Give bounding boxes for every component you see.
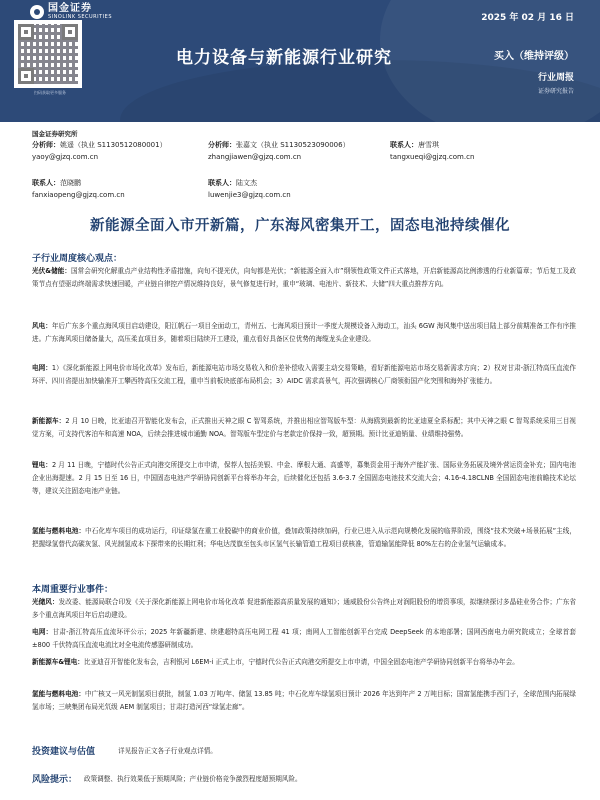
- paragraph-text: 发改委、能源局联合印发《关于深化新能源上网电价市场化改革 促进新能源高质量发展的通知》；通威股份公告终止对润阳股份的增资事项，拟继续探讨多晶硅业务合作；广东省多个重点海风项目年后启动建设。: [32, 598, 577, 619]
- paragraph-lead: 氢能与燃料电池：: [32, 527, 86, 535]
- analyst-email[interactable]: zhangjiawen@gjzq.com.cn: [208, 153, 302, 161]
- analyst-card: [208, 139, 350, 163]
- section-title-investment: 投资建议与估值: [32, 747, 96, 757]
- section-title-core-views: 子行业周度核心观点：: [32, 254, 123, 264]
- paragraph-text: 中广核又一风光制氢项目获批，制氢 1.03 万吨/年、储氢 13.85 吨；中石化库车绿氢项目预计 2026 年达到年产 2 万吨目标；国富氢能携手西门子，全球范围内拓展绿氢市场；三峡集团布局光氘级 AEM 制氢项目；甘肃打造河西“绿氢走廊”。: [32, 690, 576, 711]
- analyst-card: [390, 139, 474, 163]
- analyst-email[interactable]: yaoy@gjzq.com.cn: [32, 153, 99, 161]
- analyst-role: 联系人：: [390, 141, 418, 149]
- risk-text: 政策调整、执行效果低于预期风险；产业链价格竞争激烈程度超预期风险。: [84, 775, 302, 783]
- core-paragraph-hydrogen: [32, 525, 576, 551]
- paragraph-lead: 光储风：: [32, 598, 59, 606]
- event-paragraph-grid: [32, 626, 576, 652]
- report-header: [0, 0, 600, 122]
- paragraph-text: 2 月 11 日晚，宁德时代公告正式向港交所提交上市申请，保荐人包括美银、中金、摩根大通、高盛等，募集资金用于海外产能扩张、国际业务拓展及境外营运资金补充；国内电池企业出海提速。2 月 15 日至 16 日，中国固态电池产学研协同创新平台将举办年会，后续催化还包括 3.6-3.7 全国固态电池技术交流大会；4.16-4.18CLNB 全国固态电池前瞻技术论坛等，建议关注固态电池产业链。: [32, 461, 576, 495]
- paragraph-lead: 电网：: [32, 628, 53, 636]
- analyst-name: 范晓鹏: [60, 179, 81, 187]
- paragraph-text: 年后广东多个重点海风项目启动建设，阳江帆石一项目全面动工，青州五、七海风项目预计一季度大规模设备入海动工，汕头 6GW 海风集中送出项目陆上部分前期准备工作有序推进。广东海风项目储备量大，高压柔直项目多，随着项目陆续开工建设，重点看好具备区位优势的海缆龙头企业建设。: [32, 322, 577, 343]
- research-institute: 国金证券研究所: [32, 130, 78, 138]
- analyst-email[interactable]: fanxiaopeng@gjzq.com.cn: [32, 191, 125, 199]
- event-paragraph-ev-battery: [32, 656, 576, 669]
- core-paragraph-pv-storage: [32, 265, 576, 291]
- analyst-role: 联系人：: [208, 179, 236, 187]
- paragraph-lead: 锂电：: [32, 461, 52, 469]
- section-title-events: 本周重要行业事件：: [32, 585, 114, 595]
- qr-code: [14, 20, 82, 88]
- analyst-role: 联系人：: [32, 179, 60, 187]
- paragraph-text: 甘肃-浙江特高压直流环评公示；2025 年新疆新建、续建超特高压电网工程 41 项；南网人工智能创新平台完成 DeepSeek 的本地部署；国网西南电力研究院成立；全球首套±800 千伏特高压直流电流比对全电流传感器研制成功。: [32, 628, 577, 649]
- logo-icon: [30, 5, 44, 19]
- logo-name-cn: 国金证券: [48, 3, 92, 14]
- section-title-risk: 风险提示：: [32, 775, 78, 785]
- report-date: 2025 年 02 月 16 日: [481, 13, 574, 23]
- paragraph-text: 国常会研究化解重点产业结构性矛盾措施，向旬不提光伏，向旬都是光伏；“新能源全面入市”纲领性政策文件正式落地，开启新能源高比例渗透的行业新篇章；节后复工及政策节点有望驱动终端需求快速回暖，产业链自律控产情况维持良好，景气修复进行时，重申“玻璃、电池片、新技术、大储”四大重点推荐方向。: [32, 267, 576, 288]
- report-subtype: 证券研究报告: [537, 88, 574, 95]
- logo-name-en: SINOLINK SECURITIES: [48, 14, 112, 20]
- core-paragraph-ev: [32, 415, 576, 441]
- paragraph-text: 1）《深化新能源上网电价市场化改革》发布后，新能源电站市场交易收入和价差补偿收入需要主动交易策略，看好新能源电站市场交易新需求方向；2）权对甘肃-浙江特高压直流作环评、四川省提出加快输准开工攀西特高压交流工程，重申当前板块底部布局机会；3）AIDC 需求高景气，再次强调核心厂商领衔国产化突围和海外扩张能力。: [32, 364, 577, 385]
- analyst-role: 分析师：: [208, 141, 236, 149]
- paragraph-text: 中石化库车项目的成功运行，印证绿氢在重工业脱碳中的商业价值，叠加政策持续加码，行业已进入从示范向规模化发展的临界阶段，围绕“技术突破+场景拓展”主线，把握绿氢替代高碳灰氢、风光制氢成本下探带来的长期红利；华电达茂旗至包头市区氢气长输管道工程项目获核准，管道输氢能降低 80%左右的企业氢气运输成本。: [32, 527, 576, 548]
- paragraph-lead: 电网：: [32, 364, 52, 372]
- analyst-card: [32, 177, 125, 201]
- analyst-name: 姚遥（执业 S1130512080001）: [60, 141, 167, 149]
- paragraph-lead: 新能源车：: [32, 417, 66, 425]
- paragraph-lead: 氢能与燃料电池：: [32, 690, 85, 698]
- analyst-email[interactable]: luwenjie3@gjzq.com.cn: [208, 191, 291, 199]
- analyst-role: 分析师：: [32, 141, 60, 149]
- paragraph-lead: 新能源车&锂电：: [32, 658, 84, 666]
- report-type: 行业周报: [537, 73, 574, 83]
- core-paragraph-grid: [32, 362, 576, 388]
- event-paragraph-hydrogen: [32, 688, 576, 714]
- report-headline: 新能源全面入市开新篇，广东海风密集开工，固态电池持续催化: [90, 218, 510, 234]
- qr-label: 扫码获取更多服务: [34, 90, 66, 95]
- analyst-name: 张嘉文（执业 S1130523090006）: [236, 141, 350, 149]
- paragraph-lead: 光伏&储能：: [32, 267, 72, 275]
- paragraph-lead: 风电：: [32, 322, 52, 330]
- analyst-name: 唐雪琪: [418, 141, 439, 149]
- core-paragraph-wind: [32, 320, 576, 346]
- core-paragraph-battery: [32, 459, 576, 498]
- analyst-name: 陆文杰: [236, 179, 257, 187]
- analyst-card: [208, 177, 291, 201]
- paragraph-text: 2 月 10 日晚，比亚迪召开智能化发布会，正式推出天神之眼 C 智驾系统，并推出相应智驾版车型：从海鸥到最新的比亚迪夏全系标配；其中天神之眼 C 智驾系统采用三目视觉方案，可支持代客泊车和高速 NOA，后续会推进城市通勤 NOA。智驾版车型定价与老款定价保持一致，超预期。预计比亚迪销量、业绩维持强势。: [32, 417, 576, 438]
- company-logo: [30, 4, 112, 20]
- event-paragraph-pv-wind: [32, 596, 576, 622]
- report-title: 电力设备与新能源行业研究: [176, 48, 392, 68]
- investment-text: 详见报告正文各子行业观点详情。: [118, 747, 217, 755]
- rating-label: 买入（维持评级）: [494, 51, 574, 62]
- analyst-email[interactable]: tangxueqi@gjzq.com.cn: [390, 153, 475, 161]
- paragraph-text: 比亚迪召开智能化发布会，吉利银河 L6EM-i 正式上市，宁德时代公告正式向港交所提交上市申请，中国全固态电池产学研协同创新平台将举办年会。: [83, 658, 519, 666]
- analyst-card: [32, 139, 167, 163]
